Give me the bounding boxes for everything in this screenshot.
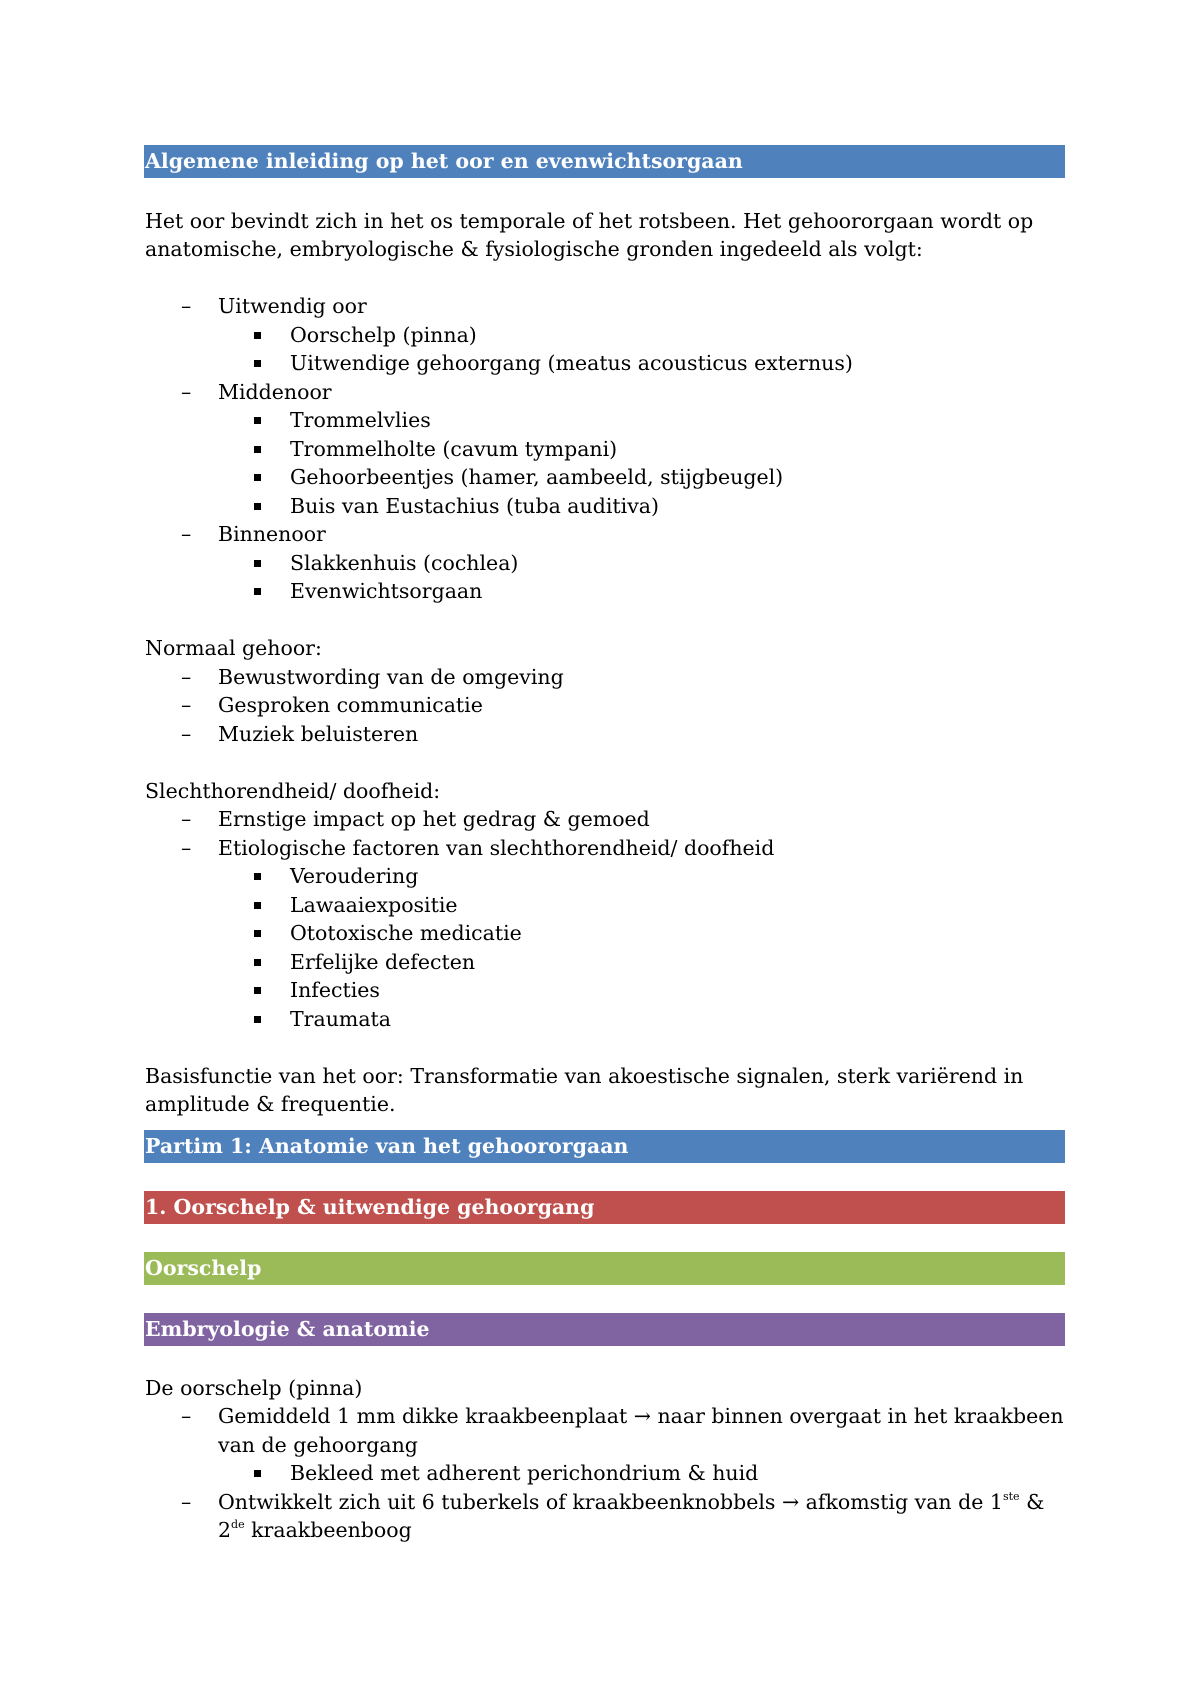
list-item: – Gesproken communicatie bbox=[145, 691, 1065, 720]
intro-paragraph: Het oor bevindt zich in het os temporale of het rotsbeen. Het gehoororgaan wordt op anatomische, embryologische & fysiologische gronden ingedeeld als volgt: bbox=[145, 208, 1034, 261]
heading-intro bbox=[144, 145, 1065, 178]
list-item: – Uitwendig oor bbox=[145, 292, 1065, 321]
superscript-ste: ste bbox=[1002, 1489, 1020, 1503]
list-item: Ototoxische medicatie bbox=[145, 919, 1065, 948]
list-item: Uitwendige gehoorgang (meatus acousticus externus) bbox=[145, 349, 1065, 378]
list-item: Trommelholte (cavum tympani) bbox=[145, 435, 1065, 464]
heading-intro-text: Algemene inleiding op het oor en evenwichtsorgaan bbox=[145, 149, 743, 173]
ear-parts-list bbox=[145, 292, 1065, 606]
hearing-loss-list bbox=[145, 805, 1065, 1033]
heading-embryo-text: Embryologie & anatomie bbox=[145, 1316, 430, 1341]
document-content bbox=[145, 145, 1065, 1545]
list-item: – Middenoor bbox=[145, 378, 1065, 407]
list-item: – Muziek beluisteren bbox=[145, 720, 1065, 749]
hearing-loss-title: Slechthorendheid/ doofheid: bbox=[145, 778, 441, 803]
list-item: Evenwichtsorgaan bbox=[145, 577, 1065, 606]
list-item: Infecties bbox=[145, 976, 1065, 1005]
list-item bbox=[145, 1488, 1065, 1545]
pinna-item2-part-b: & 2 bbox=[218, 1489, 1045, 1542]
list-item: Buis van Eustachius (tuba auditiva) bbox=[145, 492, 1065, 521]
pinna-title: De oorschelp (pinna) bbox=[145, 1375, 363, 1400]
superscript-de: de bbox=[231, 1518, 245, 1531]
heading-section1-text: 1. Oorschelp & uitwendige gehoorgang bbox=[145, 1194, 595, 1219]
list-item: – Etiologische factoren van slechthorendheid/ doofheid bbox=[145, 834, 1065, 863]
list-item: Oorschelp (pinna) bbox=[145, 321, 1065, 350]
list-item: Veroudering bbox=[145, 862, 1065, 891]
normal-hearing-list bbox=[145, 663, 1065, 749]
list-item: – Binnenoor bbox=[145, 520, 1065, 549]
list-item: Bekleed met adherent perichondrium & huid bbox=[145, 1459, 1065, 1488]
heading-embryo bbox=[144, 1313, 1065, 1346]
heading-oorschelp-text: Oorschelp bbox=[145, 1255, 262, 1280]
pinna-item2-part-c: kraakbeenboog bbox=[244, 1518, 412, 1542]
heading-oorschelp bbox=[144, 1252, 1065, 1285]
list-item: Slakkenhuis (cochlea) bbox=[145, 549, 1065, 578]
list-item: – Bewustwording van de omgeving bbox=[145, 663, 1065, 692]
basic-function-paragraph: Basisfunctie van het oor: Transformatie van akoestische signalen, sterk variërend in amplitude & frequentie. bbox=[145, 1063, 1024, 1116]
heading-partim bbox=[144, 1130, 1065, 1163]
list-item: Gehoorbeentjes (hamer, aambeeld, stijgbeugel) bbox=[145, 463, 1065, 492]
list-item: Traumata bbox=[145, 1005, 1065, 1034]
list-item: Erfelijke defecten bbox=[145, 948, 1065, 977]
list-item: Lawaaiexpositie bbox=[145, 891, 1065, 920]
heading-section1 bbox=[144, 1191, 1065, 1224]
pinna-list bbox=[145, 1402, 1065, 1545]
normal-hearing-title: Normaal gehoor: bbox=[145, 636, 322, 660]
list-item: Trommelvlies bbox=[145, 406, 1065, 435]
heading-partim-text: Partim 1: Anatomie van het gehoororgaan bbox=[145, 1133, 629, 1158]
list-item: – Ernstige impact op het gedrag & gemoed bbox=[145, 805, 1065, 834]
list-item: – Gemiddeld 1 mm dikke kraakbeenplaat → naar binnen overgaat in het kraakbeen van de gehoorgang bbox=[145, 1402, 1065, 1459]
pinna-item2-part-a: Ontwikkelt zich uit 6 tuberkels of kraakbeenknobbels → afkomstig van de 1 bbox=[218, 1489, 1003, 1514]
